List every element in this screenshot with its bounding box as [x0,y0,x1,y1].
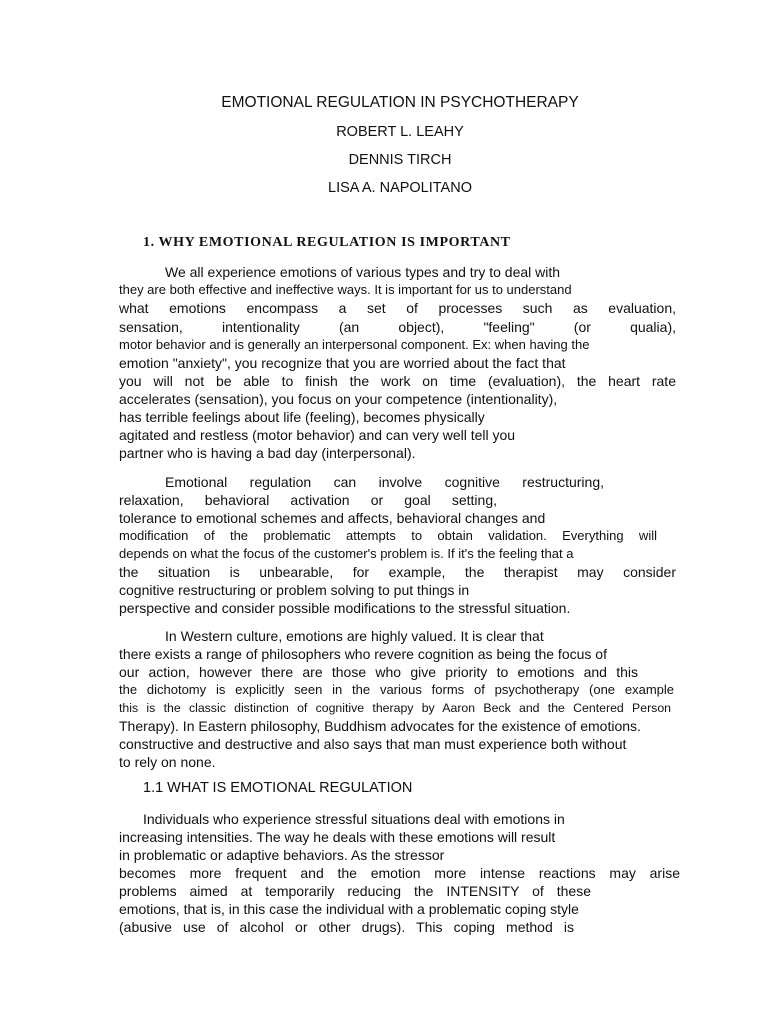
paragraph-line: becomes more frequent and the emotion more intense reactions may arise [119,865,680,881]
document-title: EMOTIONAL REGULATION IN PSYCHOTHERAPY [221,94,579,111]
paragraph-line: has terrible feelings about life (feeling), becomes physically [119,409,485,425]
paragraph-line: the situation is unbearable, for example, the therapist may consider [119,564,676,580]
subsection-heading: 1.1 WHAT IS EMOTIONAL REGULATION [143,780,413,796]
paragraph-line: Emotional regulation can involve cognitive restructuring, [165,474,604,490]
paragraph-line: problems aimed at temporarily reducing the INTENSITY of these [119,883,591,899]
paragraph-line: constructive and destructive and also says that man must experience both without [119,736,627,752]
paragraph-line: motor behavior and is generally an interpersonal component. Ex: when having the [119,337,590,352]
paragraph-line: sensation, intentionality (an object), "feeling" (or qualia), [119,319,676,335]
paragraph-line: cognitive restructuring or problem solving to put things in [119,582,470,598]
section-heading: 1. WHY EMOTIONAL REGULATION IS IMPORTANT [143,235,511,250]
paragraph-line: (abusive use of alcohol or other drugs). This coping method is [119,919,574,935]
paragraph-line: accelerates (sensation), you focus on your competence (intentionality), [119,391,558,407]
paragraph-line: they are both effective and ineffective ways. It is important for us to understand [119,282,572,297]
paragraph-line: this is the classic distinction of cognitive therapy by Aaron Beck and the Centered Person [119,701,671,715]
paragraph-line: relaxation, behavioral activation or goal setting, [119,492,497,508]
paragraph-line: partner who is having a bad day (interpersonal). [119,445,416,461]
paragraph-line: perspective and consider possible modifications to the stressful situation. [119,600,571,616]
paragraph-line: emotions, that is, in this case the individual with a problematic coping style [119,901,579,917]
paragraph-line: increasing intensities. The way he deals with these emotions will result [119,829,556,845]
paragraph-line: In Western culture, emotions are highly valued. It is clear that [165,628,544,644]
paragraph-line: depends on what the focus of the customer's problem is. If it's the feeling that a [119,546,574,561]
paragraph-line: We all experience emotions of various types and try to deal with [165,264,561,280]
author-name: ROBERT L. LEAHY [336,124,464,140]
paragraph-line: there exists a range of philosophers who revere cognition as being the focus of [119,646,607,662]
paragraph-line: tolerance to emotional schemes and affects, behavioral changes and [119,510,546,526]
paragraph-line: modification of the problematic attempts to obtain validation. Everything will [119,528,657,543]
paragraph-line: our action, however there are those who give priority to emotions and this [119,664,638,680]
paragraph-line: Individuals who experience stressful situations deal with emotions in [143,811,565,827]
paragraph-line: you will not be able to finish the work on time (evaluation), the heart rate [119,373,676,389]
paragraph-line: Therapy). In Eastern philosophy, Buddhism advocates for the existence of emotions. [119,718,641,734]
paragraph-line: the dichotomy is explicitly seen in the various forms of psychotherapy (one example [119,682,674,697]
paragraph-line: agitated and restless (motor behavior) and can very well tell you [119,427,516,443]
author-name: DENNIS TIRCH [348,152,452,168]
paragraph-line: to rely on none. [119,754,216,770]
paragraph-line: emotion "anxiety", you recognize that you are worried about the fact that [119,355,566,371]
paragraph-line: what emotions encompass a set of processes such as evaluation, [119,300,676,316]
author-name: LISA A. NAPOLITANO [328,180,472,196]
paragraph-line: in problematic or adaptive behaviors. As the stressor [119,847,445,863]
